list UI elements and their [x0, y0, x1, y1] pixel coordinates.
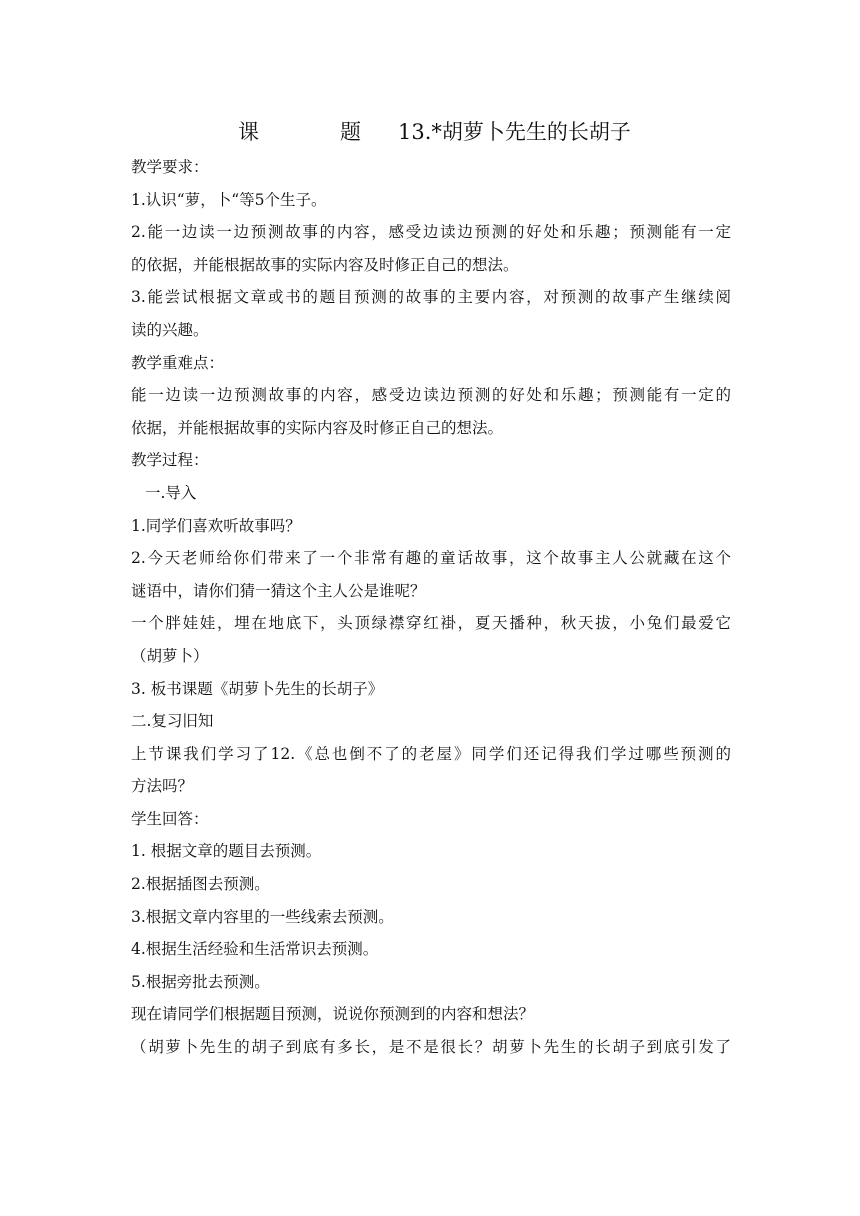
- method-item-5: 5.根据旁批去预测。: [131, 972, 270, 991]
- requirement-item-1: 1.认识“萝，卜“等5个生子。: [131, 190, 327, 209]
- intro-item-1: 1.同学们喜欢听故事吗？: [131, 516, 301, 535]
- intro-item-2: 2.今天老师给你们带来了一个非常有趣的童话故事，这个故事主人公就藏在这个: [131, 549, 731, 568]
- intro-item-2-cont: 谜语中，请你们猜一猜这个主人公是谁呢？: [131, 581, 426, 600]
- student-answer-heading: 学生回答：: [131, 809, 209, 828]
- method-item-3: 3.根据文章内容里的一些线索去预测。: [131, 907, 394, 926]
- subsection-review: 二.复习旧知: [131, 712, 214, 731]
- prediction-prompt: 现在请同学们根据题目预测，说说你预测到的内容和想法？: [131, 1005, 535, 1024]
- heading-label-ti: 题: [340, 120, 361, 144]
- method-item-2: 2.根据插图去预测。: [131, 875, 270, 894]
- lesson-heading: [0, 112, 860, 152]
- section-heading-key-points: 教学重难点：: [131, 353, 225, 372]
- subsection-intro: 一.导入: [145, 483, 197, 502]
- section-heading-process: 教学过程：: [131, 451, 209, 470]
- heading-label-ke: 课: [238, 120, 259, 144]
- requirement-item-2: 2.能一边读一边预测故事的内容，感受边读边预测的好处和乐趣；预测能有一定: [131, 223, 731, 242]
- review-text: 上节课我们学习了12.《总也倒不了的老屋》同学们还记得我们学过哪些预测的: [131, 744, 731, 763]
- requirement-item-2-cont: 的依据，并能根据故事的实际内容及时修正自己的想法。: [131, 255, 519, 274]
- document-body: [131, 151, 731, 1064]
- requirement-item-3-cont: 读的兴趣。: [131, 320, 209, 339]
- method-item-4: 4.根据生活经验和生活常识去预测。: [131, 940, 379, 959]
- method-item-1: 1. 根据文章的题目去预测。: [131, 842, 322, 861]
- section-heading-requirements: 教学要求：: [131, 158, 209, 176]
- riddle-text: 一个胖娃娃，埋在地底下，头顶绿襟穿红褂，夏天播种，秋天拔，小兔们最爱它: [131, 614, 731, 633]
- prediction-example: （胡萝卜先生的胡子到底有多长，是不是很长？胡萝卜先生的长胡子到底引发了: [131, 1038, 731, 1057]
- key-points-text-cont: 依据，并能根据故事的实际内容及时修正自己的想法。: [131, 418, 504, 437]
- riddle-answer: （胡萝卜）: [131, 646, 209, 665]
- requirement-item-3: 3.能尝试根据文章或书的题目预测的故事的主要内容，对预测的故事产生继续阅: [131, 288, 731, 307]
- review-text-cont: 方法吗？: [131, 777, 194, 796]
- intro-item-3: 3. 板书课题《胡萝卜先生的长胡子》: [131, 679, 384, 698]
- lesson-title: 13.*胡萝卜先生的长胡子: [398, 120, 631, 144]
- key-points-text: 能一边读一边预测故事的内容，感受边读边预测的好处和乐趣；预测能有一定的: [131, 386, 731, 405]
